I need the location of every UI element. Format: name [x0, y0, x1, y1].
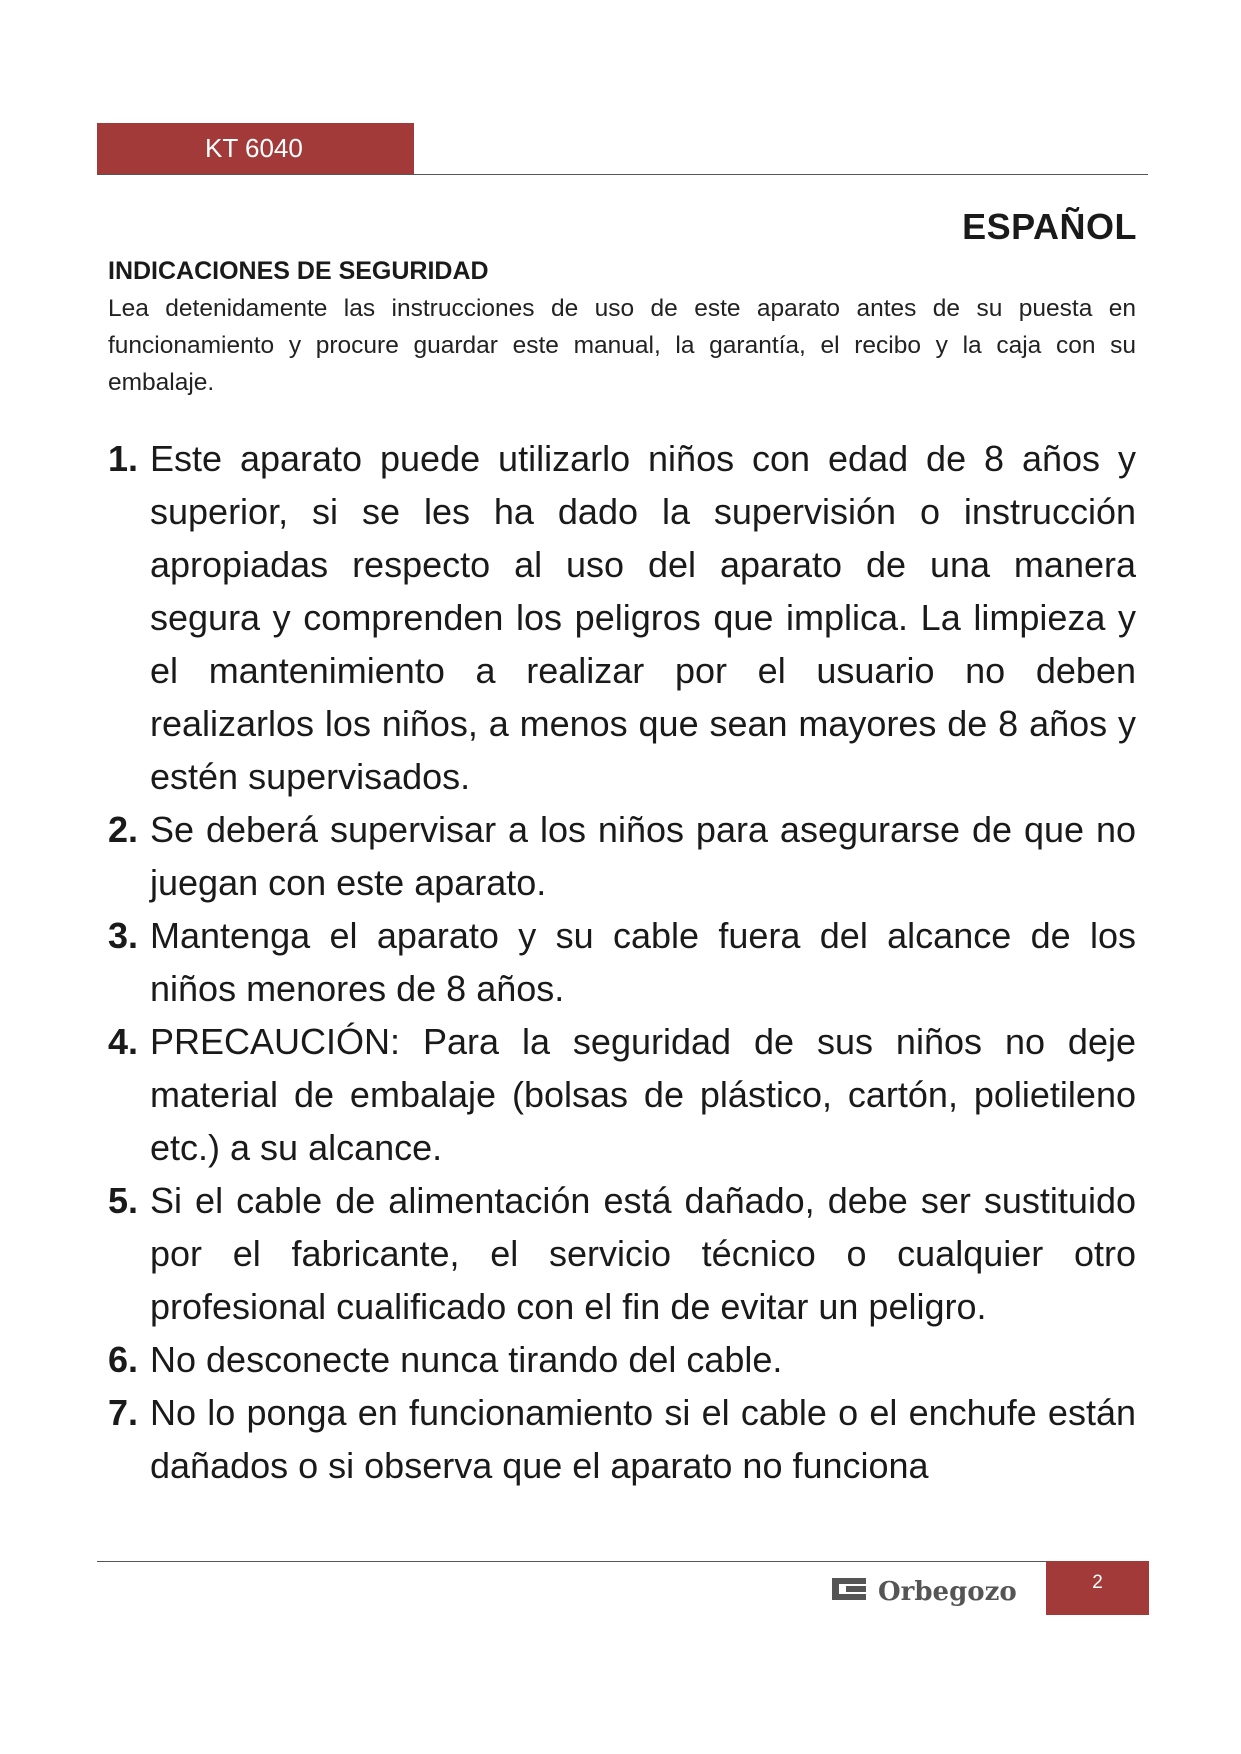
item-text: Este aparato puede utilizarlo niños con edad de 8 años y superior, si se les ha dado la supervisión o instrucción apropiadas respecto al uso del aparato de una manera segura y comprenden los peligros que implica. La limpieza y el mantenimiento a realizar por el usuario no deben realizarlos los niños, a menos que sean mayores de 8 años y estén supervisados.	[150, 438, 1136, 797]
footer-divider	[97, 1561, 1148, 1562]
safety-item	[108, 1015, 1136, 1174]
item-number: 7.	[108, 1392, 139, 1433]
safety-item	[108, 803, 1136, 909]
item-number: 2.	[108, 809, 139, 850]
item-number: 6.	[108, 1339, 139, 1380]
item-text: Se deberá supervisar a los niños para asegurarse de que no juegan con este aparato.	[150, 809, 1136, 903]
item-number: 4.	[108, 1021, 139, 1062]
intro-paragraph: Lea detenidamente las instrucciones de uso de este aparato antes de su puesta en funcionamiento y procure guardar este manual, la garantía, el recibo y la caja con su embalaje.	[108, 295, 1136, 396]
safety-item	[108, 432, 1136, 803]
item-number: 1.	[108, 438, 139, 479]
item-number: 5.	[108, 1180, 139, 1221]
header-divider	[97, 174, 1148, 175]
page-number: 2	[1046, 1561, 1149, 1615]
item-text: Mantenga el aparato y su cable fuera del alcance de los niños menores de 8 años.	[150, 915, 1136, 1009]
item-text: No lo ponga en funcionamiento si el cable o el enchufe están dañados o si observa que el aparato no funciona	[150, 1392, 1136, 1486]
safety-item	[108, 1333, 1136, 1386]
model-tab: KT 6040	[97, 123, 414, 174]
item-text: PRECAUCIÓN: Para la seguridad de sus niños no deje material de embalaje (bolsas de plástico, cartón, polietileno etc.) a su alcance.	[150, 1021, 1136, 1168]
item-text: Si el cable de alimentación está dañado, debe ser sustituido por el fabricante, el servicio técnico o cualquier otro profesional cualificado con el fin de evitar un peligro.	[150, 1180, 1136, 1327]
language-heading: ESPAÑOL	[962, 206, 1137, 247]
item-number: 3.	[108, 915, 139, 956]
safety-item	[108, 1386, 1136, 1492]
logo-mark-icon	[832, 1578, 866, 1600]
brand-logo	[832, 1568, 1040, 1612]
safety-item	[108, 909, 1136, 1015]
brand-name: Orbegozo	[878, 1577, 1017, 1607]
safety-list	[108, 432, 1136, 1492]
section-heading: INDICACIONES DE SEGURIDAD	[108, 257, 489, 285]
item-text: No desconecte nunca tirando del cable.	[150, 1339, 783, 1380]
safety-item	[108, 1174, 1136, 1333]
